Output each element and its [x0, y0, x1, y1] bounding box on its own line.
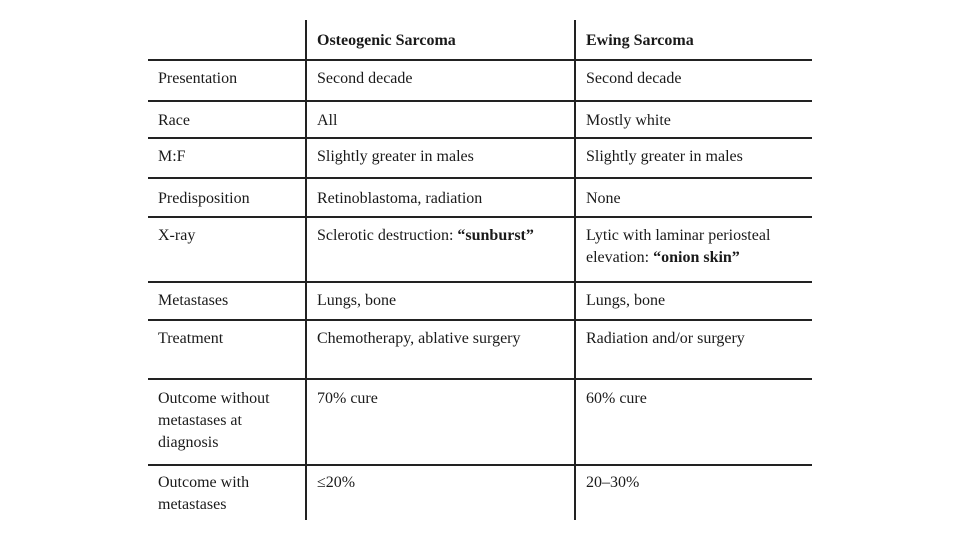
row-label: Race: [158, 112, 190, 129]
osteogenic-cell: Chemotherapy, ablative surgery: [317, 330, 521, 347]
osteogenic-cell: Slightly greater in males: [317, 148, 474, 165]
ewing-cell: Lungs, bone: [586, 292, 666, 309]
row-label: Metastases: [158, 292, 229, 309]
ewing-xray-text: Lytic with laminar periosteal elevation:: [586, 227, 771, 266]
ewing-cell: 20–30%: [586, 474, 640, 491]
osteogenic-xray-text: Sclerotic destruction:: [317, 227, 458, 244]
osteogenic-cell: ≤20%: [317, 474, 356, 491]
row-divider: [148, 319, 812, 321]
header-ewing-sarcoma: Ewing Sarcoma: [586, 32, 694, 49]
sunburst-emphasis: “sunburst”: [457, 227, 534, 244]
row-label: X-ray: [158, 227, 196, 244]
ewing-cell: Mostly white: [586, 112, 671, 129]
row-divider: [148, 378, 812, 380]
ewing-cell: Second decade: [586, 70, 682, 87]
row-divider: [148, 281, 812, 283]
row-label: Predisposition: [158, 190, 250, 207]
ewing-cell: [586, 225, 816, 269]
ewing-cell: None: [586, 190, 621, 207]
ewing-cell: 60% cure: [586, 390, 647, 407]
osteogenic-cell: Retinoblastoma, radiation: [317, 190, 483, 207]
onion-skin-emphasis: “onion skin”: [653, 249, 740, 266]
osteogenic-cell: [317, 225, 567, 247]
row-divider: [148, 177, 812, 179]
row-label: Presentation: [158, 70, 238, 87]
osteogenic-cell: Lungs, bone: [317, 292, 397, 309]
osteogenic-cell: 70% cure: [317, 390, 378, 407]
column-divider: [305, 20, 307, 520]
row-divider: [148, 464, 812, 466]
row-label: Outcome without metastases at diagnosis: [158, 390, 270, 451]
row-divider: [148, 137, 812, 139]
column-divider: [574, 20, 576, 520]
ewing-cell: Radiation and/or surgery: [586, 330, 745, 347]
header-osteogenic-sarcoma: Osteogenic Sarcoma: [317, 32, 456, 49]
osteogenic-cell: Second decade: [317, 70, 413, 87]
row-label: Outcome with metastases: [158, 474, 250, 513]
row-divider: [148, 100, 812, 102]
row-divider: [148, 216, 812, 218]
row-label: M:F: [158, 148, 186, 165]
row-divider: [148, 59, 812, 61]
ewing-cell: Slightly greater in males: [586, 148, 743, 165]
osteogenic-cell: All: [317, 112, 338, 129]
row-label: Treatment: [158, 330, 224, 347]
comparison-table: [148, 20, 812, 520]
